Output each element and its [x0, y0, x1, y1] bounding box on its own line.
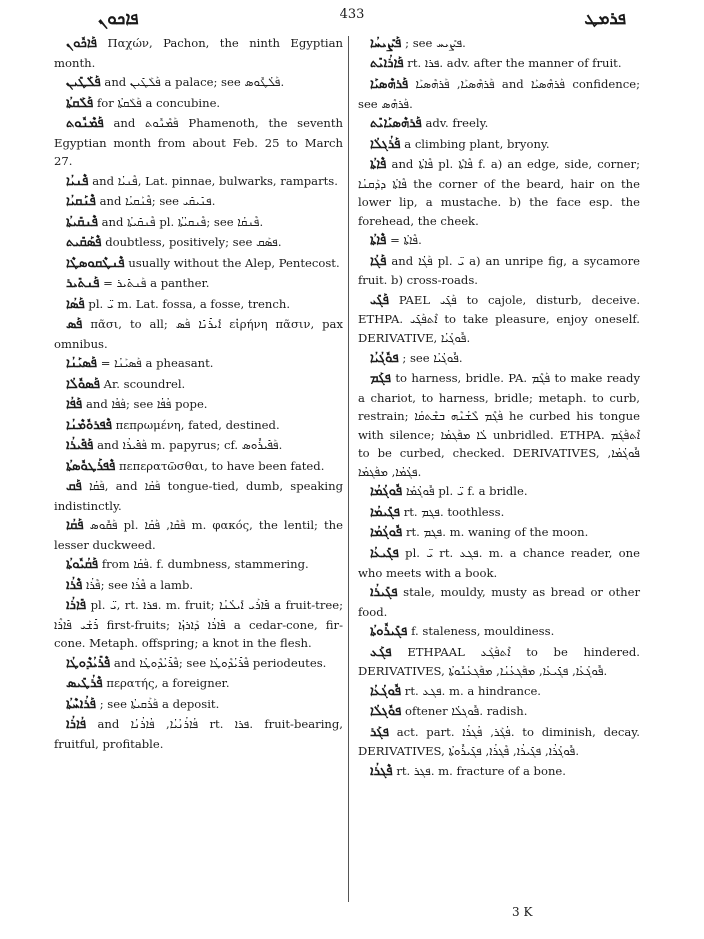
headword: ܦܰܪܳܐܚܶܬܳܐ — [66, 696, 96, 712]
headword: ܦܰܩܳܐ — [66, 518, 84, 534]
entry-definition: = ܦܰܣܝܰܢܳܐ a pheasant. — [100, 356, 214, 371]
entry-definition: usually without the Alep, Pentecost. — [128, 255, 340, 270]
dictionary-entry — [358, 643, 640, 681]
headword: ܦܰܠܰܛܺܝܢ — [66, 75, 101, 91]
entry-definition: to harness, bridle. PA. ܦܰܓܶܡ to make ready a chariot, to harness, bridle; metaph. to curb, restrain; ܦܰܓܶܡ ܠܶܫܳܢܶܗ ܒܫܶܬܩܳܐ he curbed his tongue with silence; ܠܳܐ ܡܦܰܓܡܳܐ unbridled. ETHPA. ܐܶܬܦܰܓܰܡ to be curbed, checked. DERIVATIVES, ܦܽܘܓܳܡܳܐ, ܦܓܳܡܳܐ, ܡܦܰܓܡܳܐ. — [358, 371, 641, 479]
dictionary-entry — [358, 114, 640, 134]
headword: ܦܰܩܳܝܽܘܬܳܐ — [66, 557, 99, 573]
dictionary-entry — [54, 295, 343, 315]
entry-definition: stale, mouldy, musty as bread or other food. — [358, 584, 641, 619]
dictionary-entry — [358, 702, 640, 722]
dictionary-entry — [358, 231, 640, 251]
headword: ܦܓܺܝܡܳܐ — [370, 504, 401, 520]
entry-definition: περατής, a foreigner. — [106, 676, 230, 691]
dictionary-entry — [358, 544, 640, 582]
dictionary-entry — [54, 555, 343, 575]
entry-definition: PAEL ܦܰܓܺܝ to cajole, disturb, deceive. ETHPA. ܐܶܬܦܰܓܺܝ to take pleasure, enjoy oneself. DERIVATIVE, ܦܽܘܓܳܝܳܐ. — [358, 292, 640, 346]
headword: ܦܓܺܝܪܽܘܬܳܐ — [370, 624, 408, 640]
entry-definition: and ܦܶܢܩܺܝܬܳܐ pl. ܦܶܢܩܝܳܬܳܐ; see ܦܶܢܩܳܐ. — [101, 214, 264, 229]
entry-definition: Παχών, Pachon, the ninth Egyptian month. — [54, 36, 343, 70]
entry-definition: pl. ܝ̈, rt. ܦܪܐ. m. fruit; ܦܺܐܪܰܝ ܐܺܝܠܳܢܳܐ a fruit-tree; ܪܺܫܰܝ ܦܺܐܪܶܐ first-fruits; ܦܺܐܪܳܐ ܕܰܐܪܙܳܐ a cedar-cone, fir-cone. Metaph. offspring; a knot in the flesh. — [54, 598, 343, 651]
dictionary-entry — [54, 395, 343, 415]
dictionary-entry — [358, 155, 640, 230]
headword: ܦܰܣܳܐ — [66, 296, 85, 312]
dictionary-entry — [54, 233, 343, 253]
headword: ܦܶܪܳܐ — [66, 577, 83, 593]
headword: ܦܰܦܺܝܪܳܐ — [66, 438, 94, 454]
headword: ܦܶܪܺܝܳܕܶܘܛܳܐ — [66, 655, 111, 671]
entry-definition: ܦܶܪܳܐ; see ܦܶܪܳܐ a lamb. — [86, 577, 194, 592]
dictionary-entry — [54, 172, 343, 192]
column-divider — [348, 36, 349, 902]
dictionary-entry — [54, 654, 343, 674]
entry-definition: and ܦܳܐܪܳܢܳܝܳܐ, ܦܳܐܪܳܢܳܐ rt. ܦܪܐ. fruit-bearing, fruitful, profitable. — [54, 717, 343, 751]
dictionary-entry — [54, 416, 343, 436]
entry-definition: for ܦܰܠܰܩܬܳܐ a concubine. — [96, 95, 221, 110]
headword: ܦܰܣܘܽܠܳܐ — [66, 376, 100, 392]
entry-definition: adv. freely. — [425, 116, 489, 131]
dictionary-entry — [54, 477, 343, 515]
dictionary-entry — [54, 715, 343, 753]
headword: ܦܶܦܪܘܽܡܶܢܳܐ — [66, 417, 112, 433]
headword: ܦܽܘܓܳܥܳܐ — [370, 683, 402, 699]
entry-definition: Ar. scoundrel. — [103, 376, 186, 391]
headword: ܦܰܢܬܺܝܪ — [66, 276, 100, 292]
entry-definition: from ܦܰܩܳܐ. f. dumbness, stammering. — [101, 557, 309, 572]
entry-definition: doubtless, positively; see ܦܣܰܩ. — [105, 235, 282, 250]
entry-definition: ; see ܦܰܪܰܩܝܬܳܐ a deposit. — [99, 696, 220, 711]
headword: ܦܽܘܓܳܡܳܐ — [370, 484, 403, 500]
dictionary-entry — [358, 75, 640, 113]
headword: ܦܰܣ — [66, 317, 83, 333]
entry-definition: pl. ܝ̈ m. Lat. fossa, a fosse, trench. — [88, 296, 291, 311]
dictionary-entry — [54, 375, 343, 395]
dictionary-entry — [54, 213, 343, 233]
entry-definition: and ܦܰܦܳܐ; see ܦܳܦܳܐ pope. — [85, 397, 208, 412]
headword: ܦܘܽܓܠܳܐ — [370, 704, 402, 720]
dictionary-entry — [358, 503, 640, 523]
headword: ܦܶܢܩܺܝܬܳܐ — [66, 214, 98, 230]
dictionary-entry — [358, 252, 640, 290]
headword: ܦܰܠܰܩܬܳܐ — [66, 95, 94, 111]
headword: ܦܰܓܳܐ — [370, 253, 387, 269]
entry-definition: πεπρωμένη, fated, destined. — [115, 417, 280, 432]
right-column — [358, 34, 640, 782]
dictionary-entry — [358, 762, 640, 782]
left-column — [54, 34, 343, 754]
dictionary-entry — [54, 254, 343, 274]
entry-definition: a climbing plant, bryony. — [404, 136, 550, 151]
entry-definition: rt. ܦܓܡ. m. waning of the moon. — [405, 525, 589, 540]
headword: ܦܰܡܶܢܽܘܬ — [66, 116, 104, 132]
headword: ܦܶܣܰܩܺܝܬ — [66, 235, 102, 251]
dictionary-entry — [54, 457, 343, 477]
headword: ܦܶܪܳܛܺܝܣ — [66, 676, 103, 692]
headword: ܦܰܣܝܰܢܳܐ — [66, 356, 98, 372]
entry-definition: rt. ܦܪܐ. adv. after the manner of fruit. — [407, 56, 622, 71]
entry-definition: and ܦܰܠܰܛܺܝܢ a palace; see ܦܰܠܳܛܽܘܣ. — [104, 75, 285, 90]
headword: ܦܰܐܪܳܐܝܺܬ — [370, 56, 404, 72]
entry-definition: ܦܰܩܽܘܣ pl. ܦܰܩܶܐ, ܦܰܩܳܐ m. φακός, the lentil; the lesser duckweed. — [54, 518, 344, 552]
entry-definition: rt. ܦܓܪ. m. fracture of a bone. — [396, 763, 566, 778]
entry-definition: and ܦܶܢܝܳܐ, Lat. pinnae, bulwarks, ramparts. — [92, 173, 338, 188]
entry-definition: πᾶσι, to all; ܐܺܝܪܺܢܺܐ ܦܰܣ εἰρήνη πᾶσιν, pax omnibus. — [54, 317, 343, 351]
dictionary-entry — [54, 516, 343, 554]
headword: ܦܰܪܗܶܣܝܰܐܝܺܬ — [370, 116, 422, 132]
entry-definition: rt. ܦܓܡ. toothless. — [403, 504, 505, 519]
entry-definition: pl. ܝ̈ rt. ܦܓܥ. m. a chance reader, one who meets with a book. — [358, 545, 640, 580]
dictionary-entry — [358, 682, 640, 702]
headword: ܦܰܐܟܽܘܢ — [66, 36, 98, 51]
entry-definition: and ܦܶܢܰܩܝܳܐ; see ܦܢܺܝܩܺܝ. — [99, 194, 216, 209]
headword: ܦܶܓܪܳܐ — [370, 763, 393, 779]
dictionary-entry — [358, 583, 640, 621]
dictionary-entry — [358, 291, 640, 348]
page-header — [0, 0, 704, 34]
entry-definition: oftener ܦܽܘܓܠܳܐ. radish. — [405, 704, 528, 719]
dictionary-entry — [54, 436, 343, 456]
headword: ܦܓܺܝܥܳܐ — [370, 545, 399, 561]
dictionary-entry — [358, 34, 640, 54]
dictionary-entry — [54, 274, 343, 294]
headword: ܦܶܢܝܳܐ — [66, 173, 89, 189]
headword: ܦܰܓܺܝ — [370, 292, 390, 308]
entry-definition: act. part. ܦܳܓܰܪ, ܦܳܓܪܳܐ. to diminish, decay. DERIVATIVES, ܦܽܘܓܳܪܳܐ, ܦܓܺܝܪܳܐ, ܦܶܓܪܳܐ, ܦܓܺܝܪܽܘܬܳܐ. — [358, 724, 640, 759]
page-number: 433 — [339, 7, 365, 22]
dictionary-entry — [54, 192, 343, 212]
dictionary-entry — [358, 622, 640, 642]
entry-definition: ; see ܦܽܘܓܳܝܳܐ. — [402, 350, 463, 365]
dictionary-entry — [358, 135, 640, 155]
entry-definition: rt. ܦܓܥ. m. a hindrance. — [404, 683, 541, 698]
dictionary-entry — [358, 54, 640, 74]
dictionary-entry — [358, 523, 640, 543]
headword: ܦܰܦܳܐ — [66, 397, 83, 413]
dictionary-entry — [54, 73, 343, 93]
headword: ܦܓܰܪ — [370, 724, 389, 740]
headword: ܦܶܢܰܩܝܳܐ — [66, 194, 96, 210]
entry-definition: and ܦܰܡܶܢܽܘܬ Phamenoth, the seventh Egyptian month from about Feb. 25 to March 27. — [54, 116, 343, 169]
dictionary-entry — [54, 34, 343, 72]
headword: ܦܽܘܓܳܡܳܐ — [370, 525, 403, 541]
entry-definition: ܦܰܪܗܶܣܝܰܐ, ܦܰܪܗܶܣܝܰܐ and ܦܰܪܗܶܣܝܰܐ confidence; see ܦܰܪܗܶܣ. — [358, 76, 641, 111]
dictionary-entry — [54, 674, 343, 694]
headword: ܦܰܨܺܝܚܳܐ — [370, 36, 402, 51]
dictionary-entry — [358, 369, 640, 482]
entry-definition: and ܦܶܐܬܳܐ pl. ܦܶܐܬܶܐ f. a) an edge, side, corner; ܦܶܐܬܳܐ ܕܕܰܩܢܳܐ the corner of the beard, hair on the lower lip, a mustache. b) the face esp. the forehead, the cheek. — [358, 157, 640, 228]
dictionary-entry — [358, 723, 640, 761]
headword: ܦܶܦܪܰܛܘܽܣܬܳܐ — [66, 458, 116, 474]
dictionary-entry — [54, 596, 343, 653]
dictionary-entry — [358, 482, 640, 502]
entry-definition: and ܦܰܓܳܐ pl. ܝ̈ a) an unripe fig, a sycamore fruit. b) cross-roads. — [358, 253, 640, 288]
dictionary-entry — [358, 349, 640, 369]
entry-definition: ; see ܦܨܺܝܚ. — [405, 36, 466, 50]
headword: ܦܓܰܡ — [370, 371, 391, 386]
right-running-heading: ܦܪܡܛ — [584, 9, 626, 29]
dictionary-entry — [54, 576, 343, 596]
dictionary-entry — [54, 695, 343, 715]
entry-definition: ܦܽܘܓܳܡܳܐ pl. ܝ̈ f. a bridle. — [405, 484, 528, 499]
left-running-heading: ܦܐܟܘܢ — [98, 9, 139, 29]
entry-definition: and ܦܰܦܺܝܪܳܐ m. papyrus; cf. ܦܰܦܺܝܪܽܘܣ. — [97, 438, 283, 453]
headword: ܦܶܢܛܶܩܘܣܛܶܐ — [66, 255, 125, 271]
dictionary-entry — [54, 354, 343, 374]
headword: ܦܶܐܬܳܐ — [370, 157, 387, 173]
headword: ܦܰܩ — [66, 479, 82, 495]
dictionary-entry — [54, 94, 343, 114]
headword: ܦܰܪܳܓܠܳܐ — [370, 136, 401, 152]
dictionary-entry — [54, 315, 343, 353]
dictionary-entry — [54, 114, 343, 171]
headword: ܦܰܪܗܶܣܝܰܐ — [370, 76, 409, 92]
entry-definition: = ܦܰܢܬܺܝܪ a panther. — [103, 276, 210, 291]
entry-definition: and ܦܶܪܺܝܳܕܶܘܛܳܐ; see ܦܶܪܺܝܳܕܶܘܛܳܐ periodeutes. — [113, 655, 327, 670]
headword: ܦܓܺܝܪܳܐ — [370, 584, 398, 600]
entry-definition: ETHPAAL ܐܶܬܦܰܓܰܥ to be hindered. DERIVATIVES, ܦܽܘܓܳܥܳܐ, ܦܓܺܝܥܳܐ, ܡܦܰܓܥܳܢܳܐ, ܡܦܰܓܥܳܢܽܘܬܳܐ. — [358, 644, 640, 679]
entry-definition: πεπερατῶσθαι, to have been fated. — [119, 458, 325, 473]
headword: ܦܶܐܬܳܐ — [370, 233, 387, 249]
signature-mark: 3 K — [512, 905, 533, 919]
headword: ܦܳܐܪܳܐ — [66, 717, 87, 733]
entry-definition: f. staleness, mouldiness. — [411, 624, 555, 639]
headword: ܦܓܰܥ — [370, 644, 392, 660]
entry-definition: = ܦܶܐܬܳܐ. — [390, 233, 422, 248]
headword: ܦܘܽܓܳܝܳܐ — [370, 350, 399, 366]
entry-definition: ܦܰܩܳܐ, and ܦܰܩܳܐ tongue-tied, dumb, speaking indistinctly. — [54, 479, 344, 513]
headword: ܦܺܐܪܳܐ — [66, 598, 87, 614]
